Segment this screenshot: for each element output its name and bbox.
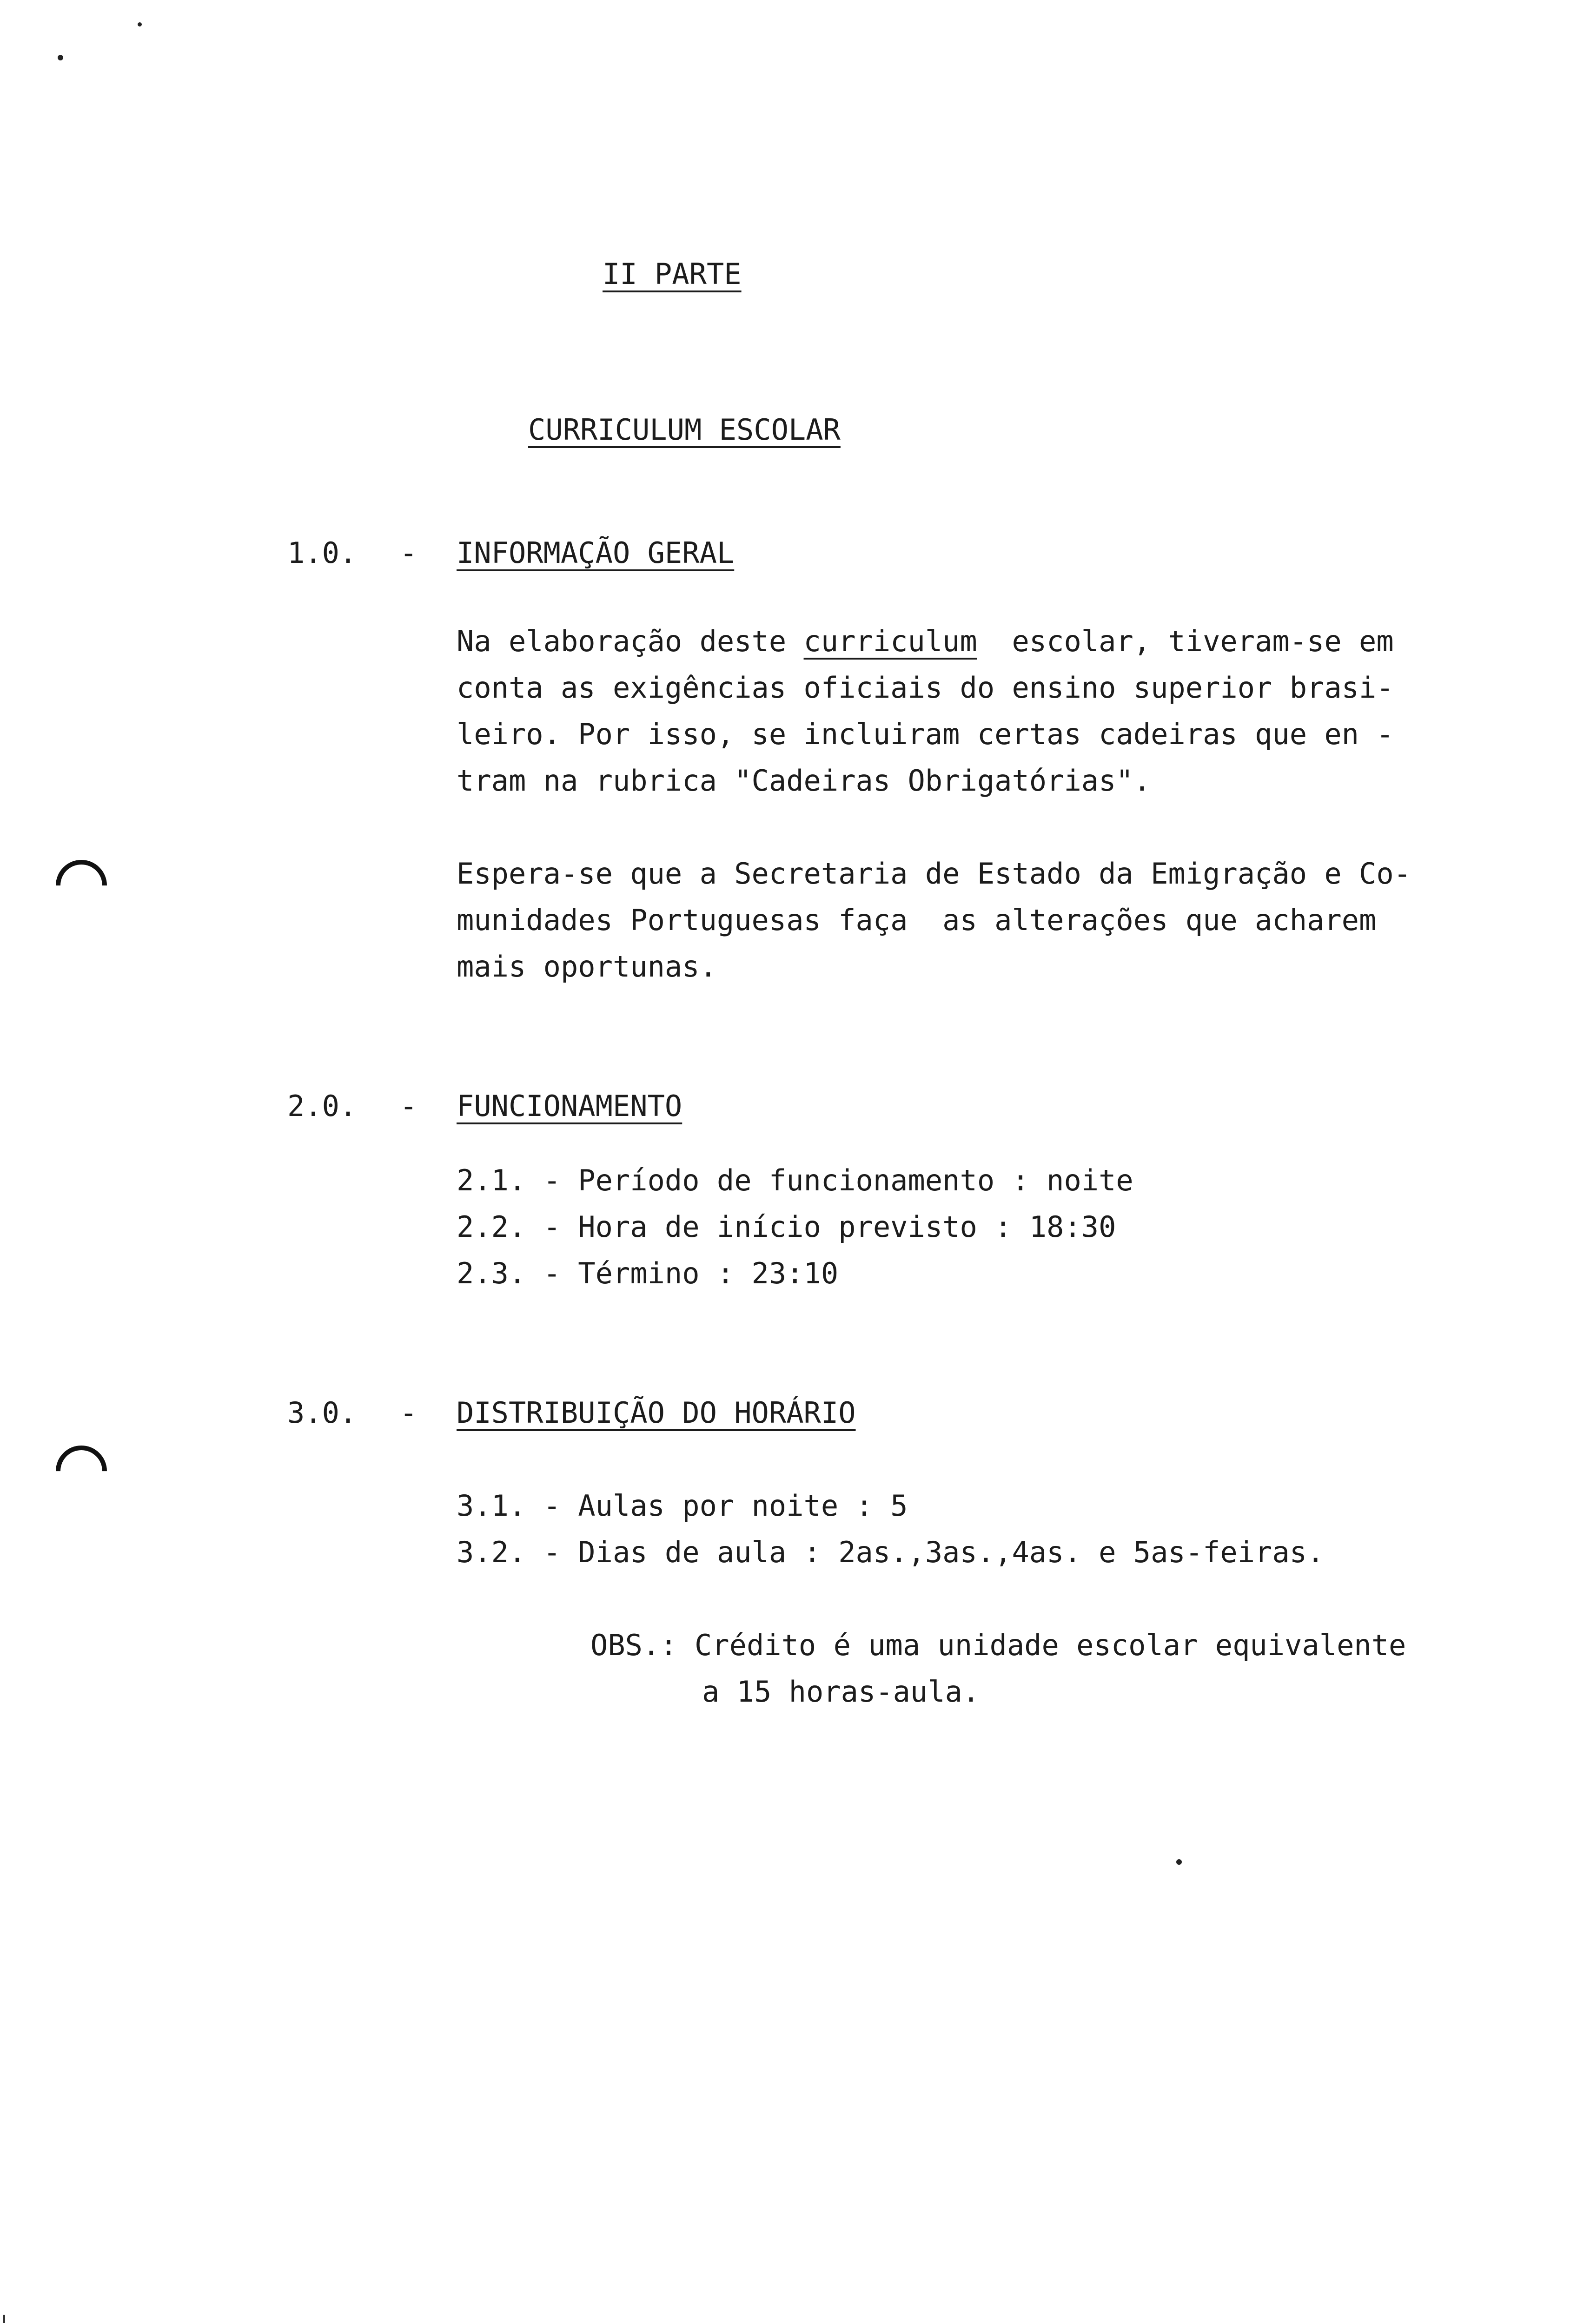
section-heading: INFORMAÇÃO GERAL xyxy=(457,536,735,570)
section-number: 1.0. xyxy=(287,536,357,570)
page-edge-mark xyxy=(3,2315,5,2324)
paragraph-line: tram na rubrica "Cadeiras Obrigatórias". xyxy=(457,764,1151,798)
list-item: 2.2. - Hora de início previsto : 18:30 xyxy=(457,1210,1116,1244)
list-item: 2.1. - Período de funcionamento : noite xyxy=(457,1163,1133,1197)
section-number: 2.0. xyxy=(287,1089,357,1123)
punch-hole-mark xyxy=(45,1435,118,1507)
list-item: 3.2. - Dias de aula : 2as.,3as.,4as. e 5as-feiras. xyxy=(457,1535,1325,1569)
paragraph-line: mais oportunas. xyxy=(457,950,717,984)
paragraph-text: escolar, tiveram-se em xyxy=(977,624,1394,658)
section-dash: - xyxy=(400,536,417,570)
paragraph-line: Espera-se que a Secretaria de Estado da Emigração e Co- xyxy=(457,857,1411,891)
punch-hole-mark xyxy=(45,849,118,922)
paragraph-line xyxy=(457,618,1394,665)
document-title: CURRICULUM ESCOLAR xyxy=(528,413,841,447)
paragraph-line: leiro. Por isso, se incluiram certas cadeiras que en - xyxy=(457,717,1394,751)
paragraph-line: munidades Portuguesas faça as alterações que acharem xyxy=(457,903,1377,937)
section-number: 3.0. xyxy=(287,1396,357,1430)
list-item: 3.1. - Aulas por noite : 5 xyxy=(457,1489,908,1523)
obs-note-continuation: a 15 horas-aula. xyxy=(702,1675,980,1709)
section-heading: FUNCIONAMENTO xyxy=(457,1089,682,1123)
section-heading: DISTRIBUIÇÃO DO HORÁRIO xyxy=(457,1396,856,1430)
part-title: II PARTE xyxy=(603,257,742,291)
section-dash: - xyxy=(400,1089,417,1123)
paragraph-line: conta as exigências oficiais do ensino superior brasi- xyxy=(457,671,1394,705)
paragraph-text: Na elaboração deste xyxy=(457,624,804,658)
list-item: 2.3. - Término : 23:10 xyxy=(457,1256,839,1290)
section-dash: - xyxy=(400,1396,417,1430)
scan-speck xyxy=(138,22,142,26)
scan-speck xyxy=(58,55,63,60)
paragraph-emphasis: curriculum xyxy=(803,624,977,658)
obs-note: OBS.: Crédito é uma unidade escolar equivalente xyxy=(590,1628,1406,1662)
scan-speck xyxy=(1176,1859,1182,1865)
